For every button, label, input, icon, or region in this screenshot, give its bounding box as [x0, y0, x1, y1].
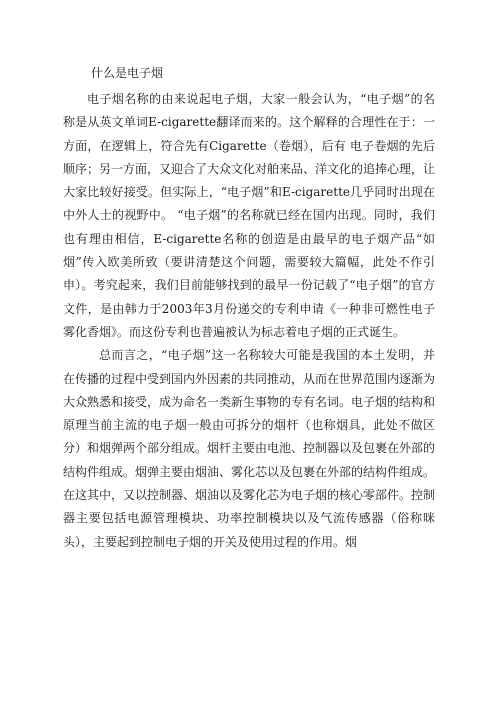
document-title: 什么是电子烟 [91, 66, 164, 80]
paragraph-1: 电子烟名称的由来说起电子烟，大家一般会认为，“电子烟”的名称是从英文单词E-cigarette翻译而来的。这个解释的合理性在于：一方面，在逻辑上，符合先有Cigarette（卷烟），后有 电子卷烟的先后顺序；另一方面，又迎合了大众文化对舶来品、洋文化的追捧心理，让大家比较好接受。但实际上，“电子烟”和E-cigarette几乎同时出现在中外人士的视野中。 “电子烟”的名称就已经在国内出现。同时，我们也有理由相信，E-cigarette名称的创造是由最早的电子烟产品“如烟”传入欧美所致（要讲清楚这个问题，需要较大篇幅，此处不作引申）。考究起来，我们目前能够找到的最早一份记载了“电子烟”的官方文件，是由韩力于2003年3月份递交的专利申请《一种非可燃性电子雾化香烟》。而这份专利也普遍被认为标志着电子烟的正式诞生。 [63, 92, 436, 339]
paragraph-2: 总而言之，“电子烟”这一名称较大可能是我国的本土发明，并在传播的过程中受到国内外因素的共同推动，从而在世界范围内逐渐为大众熟悉和接受，成为命名一类新生事物的专有名词。电子烟的结构和原理当前主流的电子烟一般由可拆分的烟杆（也称烟具，此处不做区分）和烟弹两个部分组成。烟杆主要由电池、控制器以及包裹在外部的结构件组成。烟弹主要由烟油、雾化芯以及包裹在外部的结构件组成。在这其中，又以控制器、烟油以及雾化芯为电子烟的核心零部件。控制器主要包括电源管理模块、功率控制模块以及气流传感器（俗称咪头），主要起到控制电子烟的开关及使用过程的作用。烟 [63, 348, 436, 549]
document-body [63, 62, 435, 554]
